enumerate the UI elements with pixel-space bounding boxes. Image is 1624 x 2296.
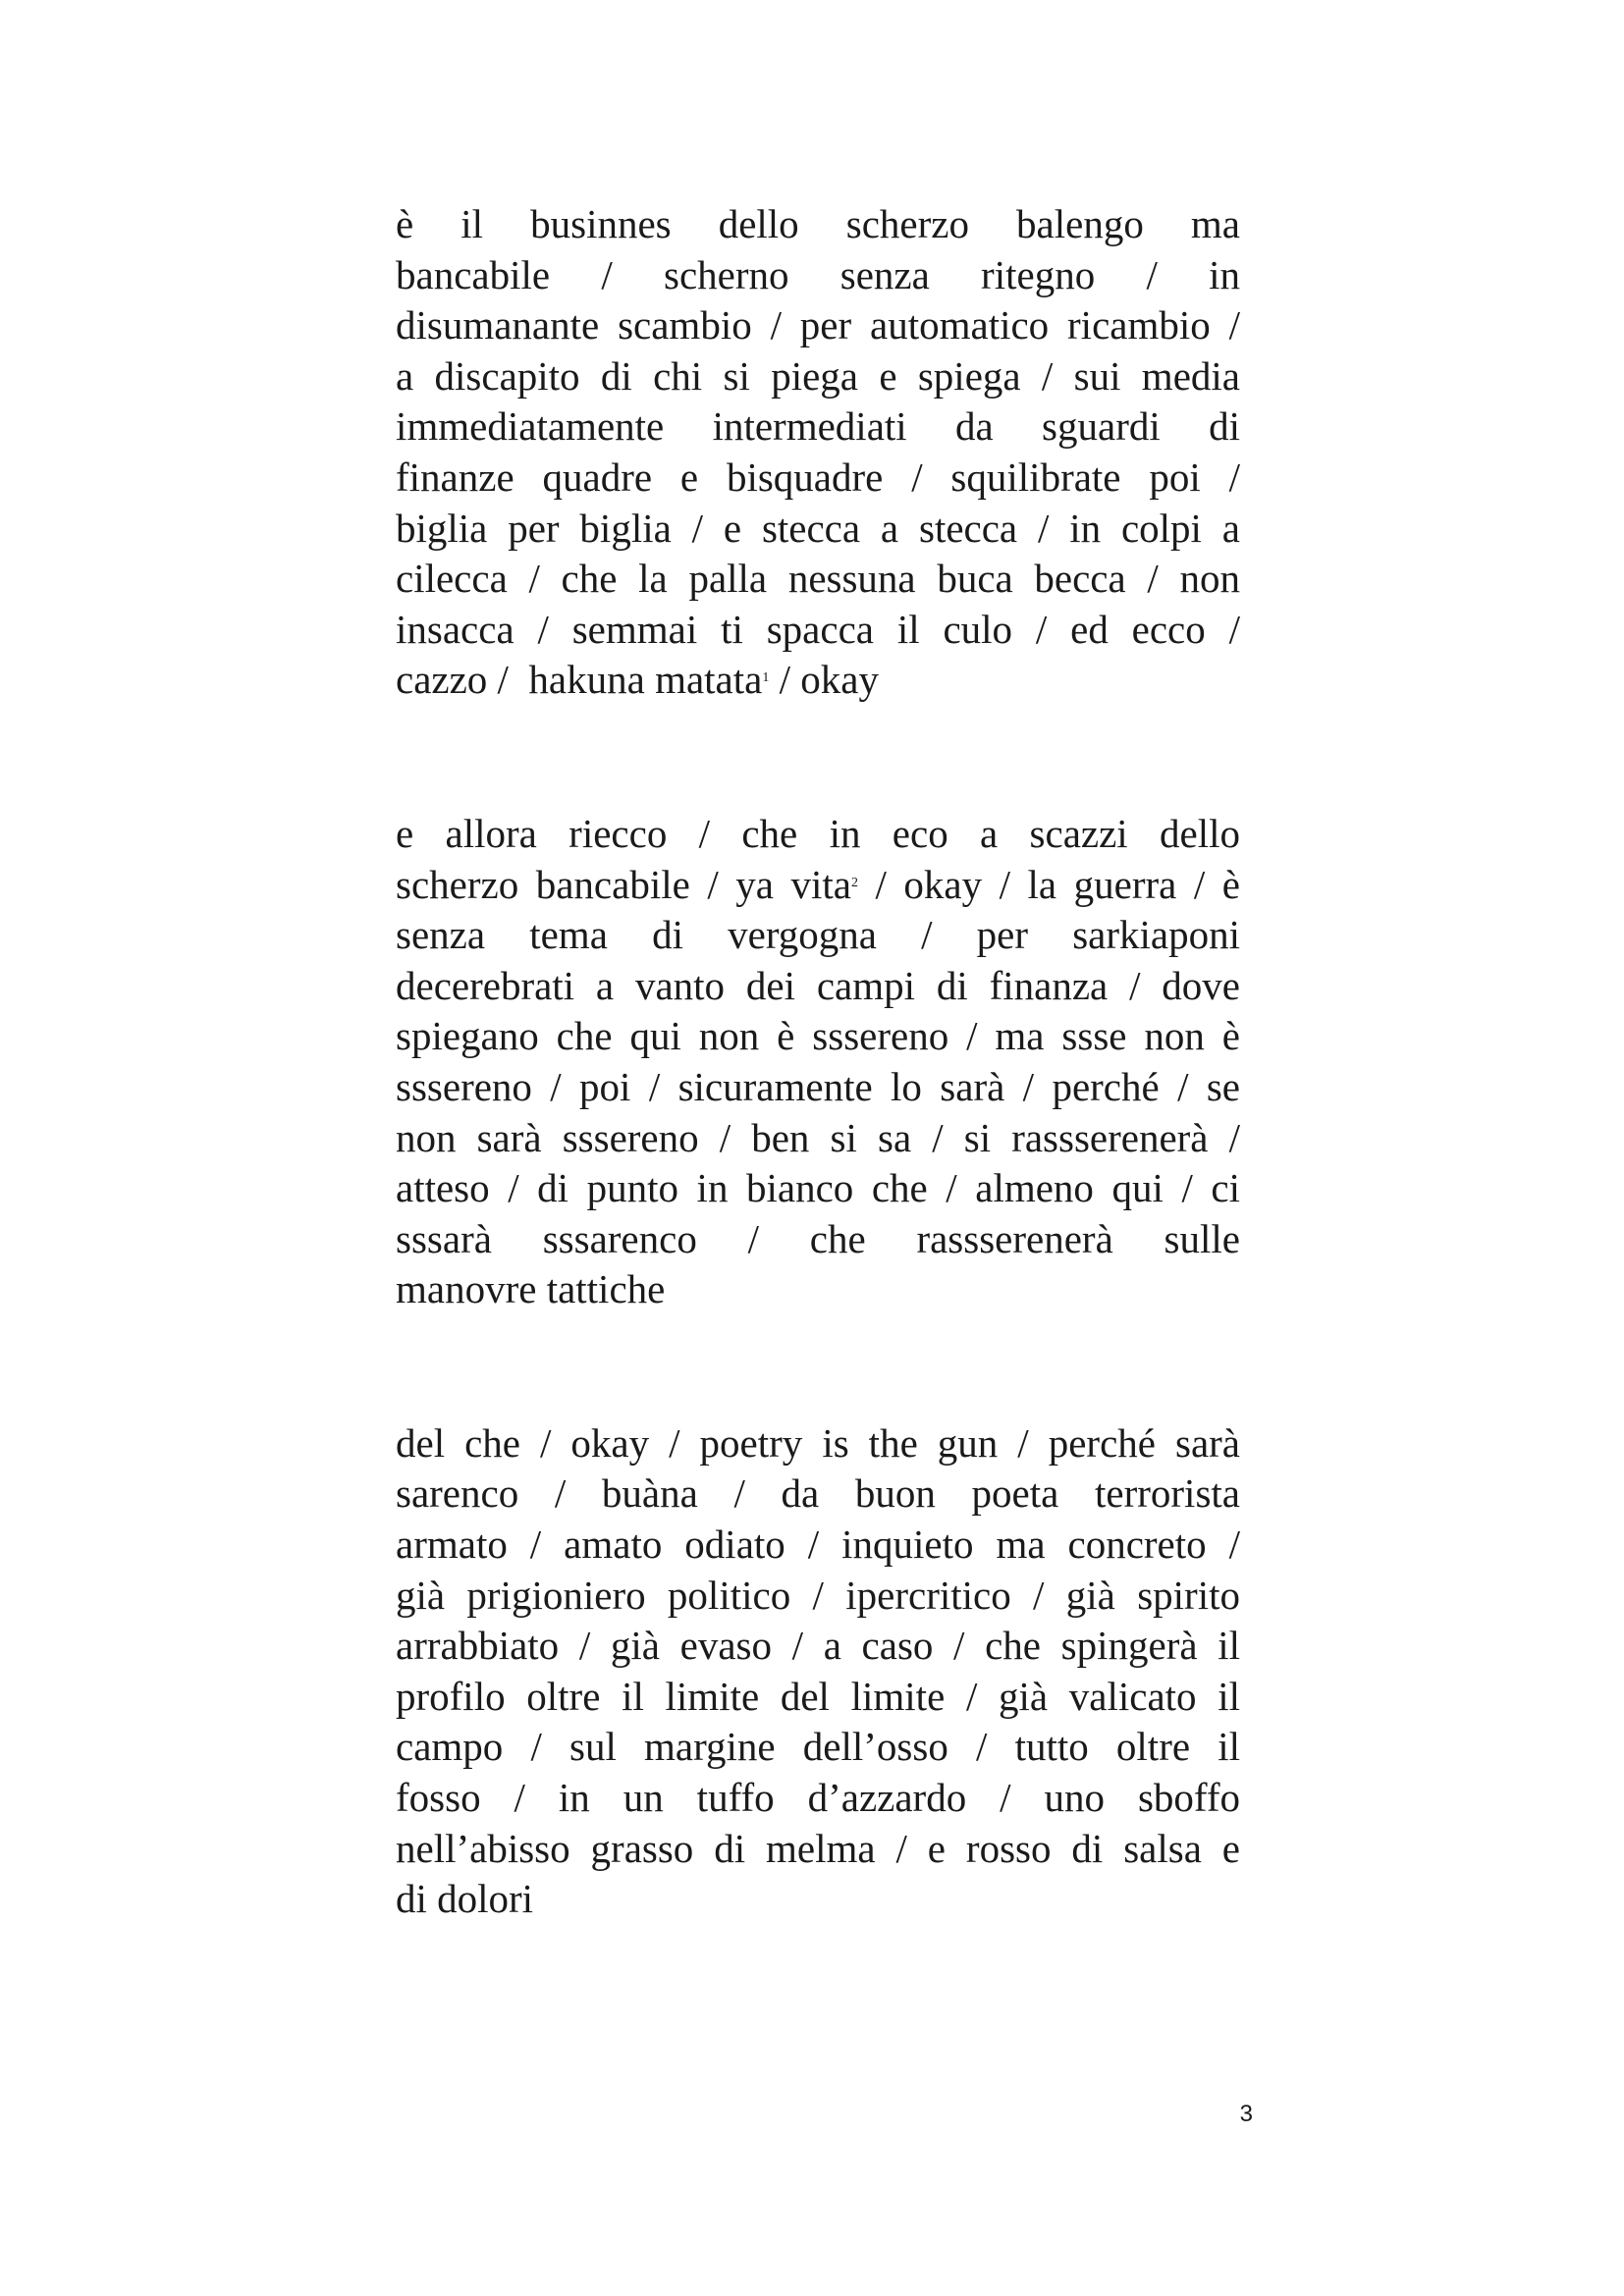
stanza-line: immediatamente intermediati da sguardi di — [396, 403, 1240, 450]
stanza-line: campo / sul margine dell’osso / tutto oltre il — [396, 1724, 1240, 1770]
stanza-line: sssarà sssarenco / che rassserenerà sulle — [396, 1215, 1240, 1261]
stanza-line: sarenco / buàna / da buon poeta terrorista — [396, 1470, 1240, 1517]
line-text: scherzo bancabile / ya vita — [396, 861, 851, 907]
stanza-1 — [396, 199, 1240, 706]
line-text: / okay / la guerra / è — [857, 861, 1240, 907]
stanza-line: arrabbiato / già evaso / a caso / che spingerà il — [396, 1623, 1240, 1669]
stanza-line: a discapito di chi si piega e spiega / sui media — [396, 352, 1240, 399]
stanza-line: è il businnes dello scherzo balengo ma — [396, 201, 1240, 246]
stanza-line: disumanante scambio / per automatico ricambio / — [396, 302, 1240, 348]
stanza-line: bancabile / scherno senza ritegno / in — [396, 251, 1240, 297]
stanza-last-line: manovre tattiche — [396, 1266, 666, 1312]
stanza-line: nell’abisso grasso di melma / e rosso di salsa e — [396, 1825, 1240, 1871]
stanza-line: non sarà sssereno / ben si sa / si rassserenerà / — [396, 1114, 1240, 1160]
stanza-line: fosso / in un tuffo d’azzardo / uno sboffo — [396, 1775, 1240, 1821]
stanza-last-line: di dolori — [396, 1876, 534, 1922]
stanza-line: del che / okay / poetry is the gun / perché sarà — [396, 1419, 1240, 1466]
poem-text — [396, 199, 1240, 1925]
stanza-last-line — [396, 655, 1240, 706]
line-text: / okay — [769, 657, 879, 703]
stanza-line: biglia per biglia / e stecca a stecca / in colpi a — [396, 505, 1240, 551]
stanza-line — [396, 860, 1240, 911]
stanza-line: già prigioniero politico / ipercritico / già spirito — [396, 1572, 1240, 1618]
footnote-marker-2: 2 — [850, 875, 858, 890]
stanza-line: senza tema di vergogna / per sarkiaponi — [396, 912, 1240, 958]
stanza-line: insacca / semmai ti spacca il culo / ed ecco / — [396, 606, 1240, 652]
stanza-line: cilecca / che la palla nessuna buca becca / non — [396, 556, 1240, 602]
stanza-line: atteso / di punto in bianco che / almeno qui / ci — [396, 1165, 1240, 1211]
stanza-line: e allora riecco / che in eco a scazzi dello — [396, 810, 1240, 856]
stanza-line: finanze quadre e bisquadre / squilibrate poi / — [396, 454, 1240, 500]
stanza-2 — [396, 809, 1240, 1315]
stanza-line: sssereno / poi / sicuramente lo sarà / perché / se — [396, 1063, 1240, 1109]
stanza-3 — [396, 1418, 1240, 1925]
stanza-line: profilo oltre il limite del limite / già valicato il — [396, 1673, 1240, 1719]
stanza-line: armato / amato odiato / inquieto ma concreto / — [396, 1522, 1240, 1568]
stanza-line: spiegano che qui non è sssereno / ma ssse non è — [396, 1013, 1240, 1059]
page-number: 3 — [1239, 2101, 1253, 2127]
footnote-marker-1: 1 — [762, 670, 770, 686]
stanza-line: decerebrati a vanto dei campi di finanza / dove — [396, 962, 1240, 1008]
line-text: cazzo / hakuna matata — [396, 657, 763, 703]
